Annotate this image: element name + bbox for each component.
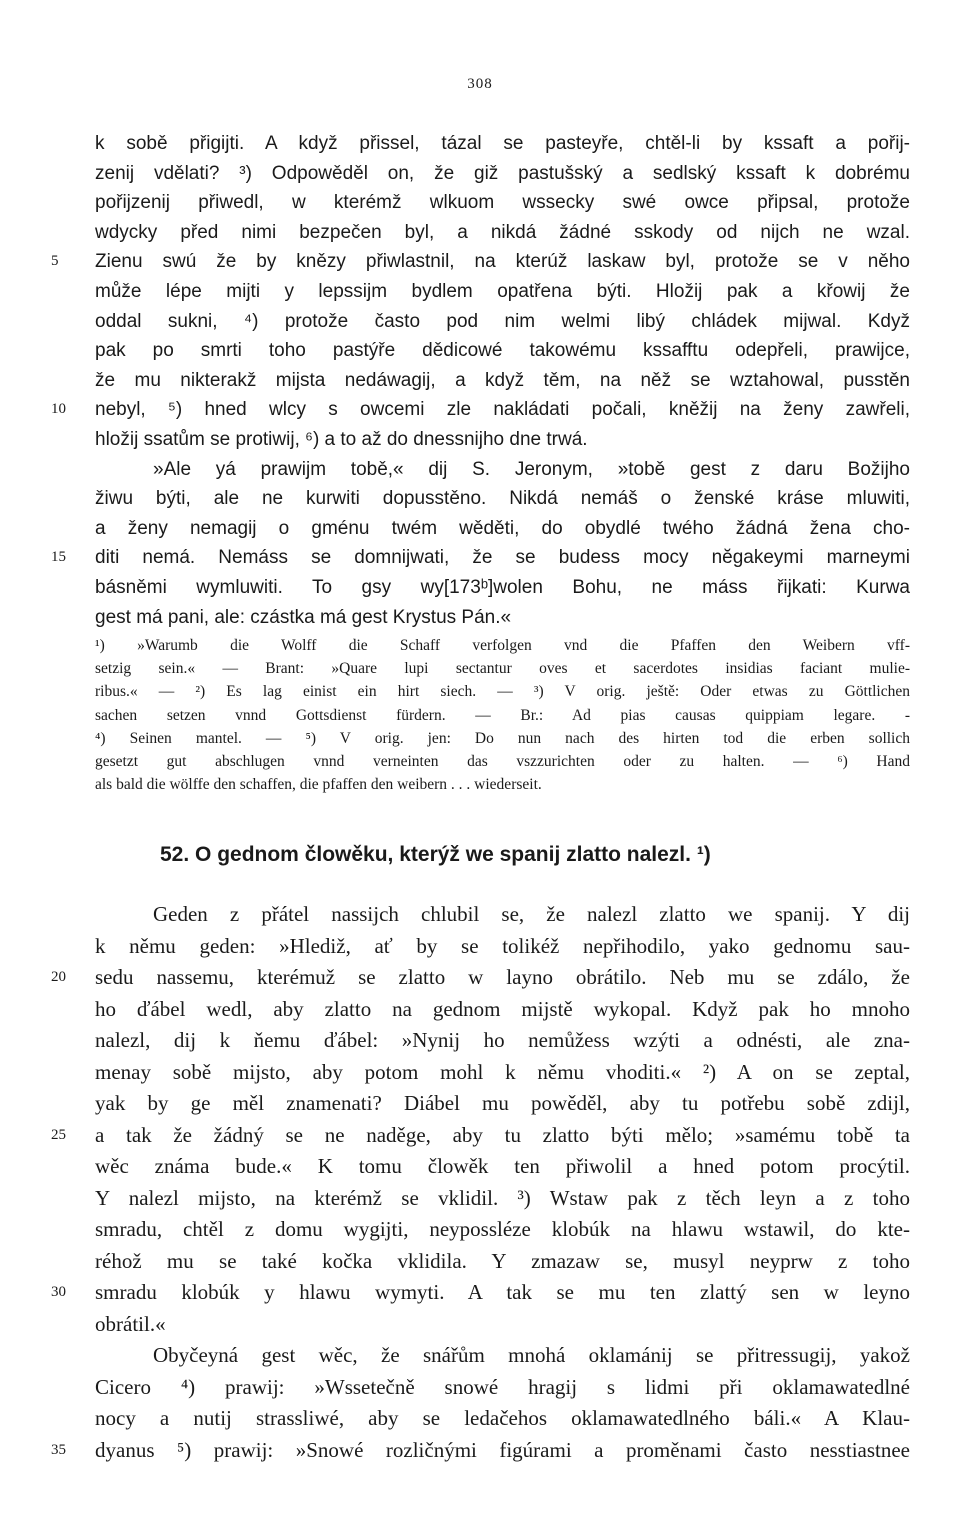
text-line [95, 1214, 910, 1246]
text-line [95, 1340, 910, 1372]
text-line [95, 366, 910, 396]
line-text: diti nemá. Nemáss se domnijwati, že se budess mocy nĕgakeymi marneymi [95, 547, 910, 569]
text-line [95, 218, 910, 248]
text-line [95, 931, 910, 963]
section-title: 52. O gednom člowěku, kterýž we spanij zlatto nalezl. ¹) [160, 843, 711, 866]
text-line [95, 1372, 910, 1404]
line-text: Obyčeyná gest wěc, že snářům mnohá oklamánij se přitressugij, yakož [153, 1343, 910, 1367]
line-text: wěc známa bude.« K tomu člowěk ten přiwolil a hned potom procýtil. [95, 1154, 910, 1178]
text-line [51, 1120, 910, 1152]
main-text-lower [51, 899, 910, 1466]
line-number: 25 [51, 1126, 66, 1143]
text-line [95, 773, 910, 796]
text-line [95, 573, 910, 603]
line-text: básněmi wymluwiti. To gsy wy[173ᵇ]wolen Bohu, ne máss řijkati: Kurwa [95, 576, 910, 598]
text-line [95, 634, 910, 657]
line-text: gesetzt gut abschlugen vnnd verneinten das vszzurichten oder zu halten. — ⁶) Hand [95, 752, 910, 770]
line-text: dyanus ⁵) prawij: »Snowé rozličnými figúrami a proměnami často nesstiastnee [95, 1437, 910, 1462]
line-text: Zienu swú že by knězy přiwlastnil, na kterúž laskaw byl, protože se v něho [95, 251, 910, 273]
text-line [95, 514, 910, 544]
line-text: pořijzenij přiwedl, w kterémž wlkuom wssecky swé owce připsal, protože [95, 192, 910, 214]
text-line [95, 994, 910, 1026]
line-text: pak po smrti toho pastýře dědicowé takowému kssafftu odepřeli, prawijce, [95, 340, 910, 362]
text-line [95, 336, 910, 366]
text-line [95, 899, 910, 931]
text-line [95, 1088, 910, 1120]
line-number: 30 [51, 1284, 66, 1300]
line-text: gest má pani, ale: czástka má gest Krystus Pán.« [95, 606, 512, 628]
line-text: obrátil.« [95, 1311, 166, 1336]
line-text: smradu, chtěl z domu wygijti, neypossléze klobúk na hlawu wstawil, do kte- [95, 1217, 910, 1241]
text-line [95, 603, 910, 633]
text-line [95, 680, 910, 703]
text-line [95, 159, 910, 189]
text-line [95, 455, 910, 485]
text-line [95, 188, 910, 218]
line-text: nalezl, dij k ňemu ďábel: »Nynij ho nemůžess wzýti a odnésti, ale zna- [95, 1028, 910, 1052]
line-text: Cicero ⁴) prawij: »Wssetečně snowé hragij s lidmi při oklamawatedlné [95, 1374, 910, 1399]
line-text: als bald die wölffe den schaffen, die pfaffen den weibern . . . wiederseit. [95, 776, 542, 794]
text-line [95, 1246, 910, 1278]
text-line [51, 962, 910, 994]
line-text: k sobě přigijti. A když přissel, tázal se pasteyře, chtěl-li by kssaft a pořij- [95, 133, 910, 154]
text-line [95, 704, 910, 727]
line-text: nebyl, ⁵) hned wlcy s owcemi zle nakládati počali, kněžij na ženy zawřeli, [95, 399, 910, 421]
text-line [95, 277, 910, 307]
page-number: 308 [467, 76, 493, 92]
line-text: k němu geden: »Hlediž, ať by se tolikéž nepřihodilo, yako gednomu sau- [95, 933, 910, 958]
line-number: 20 [51, 969, 66, 985]
text-line [95, 484, 910, 514]
text-line [51, 1277, 910, 1309]
text-line [95, 1183, 910, 1215]
line-text: nocy a nutij strassliwé, aby se ledačehos oklamawatedlného báli.« A Klau- [95, 1406, 910, 1430]
text-line [95, 129, 910, 159]
line-text: smradu klobúk y hlawu wymyti. A tak se mu ten zlattý sen w leyno [95, 1280, 910, 1304]
text-line [95, 657, 910, 680]
line-text: réhož mu se také kočka vklidila. Y zmazaw se, musyl neyprw z toho [95, 1248, 910, 1273]
line-text: wdycky před nimi bezpečen byl, a nikdá žádné sskody od nijch ne wzal. [95, 221, 910, 243]
line-text: menay sobě mijsto, aby potom mohl k němu vhoditi.« ²) A on se zeptal, [95, 1059, 910, 1084]
line-text: a tak že žádný se ne naděge, aby tu zlatto býti mělo; »samému tobě ta [95, 1122, 910, 1147]
line-text: Geden z přátel nassijch chlubil se, že nalezl zlatto we spanij. Y dij [153, 902, 910, 926]
text-line [95, 1309, 910, 1341]
line-text: yak by ge měl znamenati? Diábel mu powěděl, aby tu potřebu sobě zdijl, [95, 1091, 910, 1115]
line-text: může lépe mijti y lepssijm bydlem opatřena býti. Hložij pak a křowij že [95, 280, 910, 302]
line-text: ⁴) Seinen mantel. — ⁵) V orig. jen: Do nun nach des hirten tod die erben sollich [95, 729, 910, 747]
text-line [95, 1025, 910, 1057]
line-text: »Ale yá prawijm tobě,« dij S. Jeronym, »tobě gest z daru Božijho [153, 458, 910, 480]
line-text: sedu nassemu, kterémuž se zlatto w layno obrátilo. Neb mu se zdálo, že [95, 965, 910, 989]
line-text: ¹) »Warumb die Wolff die Schaff verfolgen vnd die Pfaffen den Weibern vff- [95, 637, 910, 654]
line-text: že mu nikterakž mijsta nedáwagij, a když těm, na něž se wztahowal, pusstěn [95, 369, 910, 391]
text-line [95, 425, 910, 455]
line-text: a ženy nemagij o gménu twém wěděti, do obydlé twého žádná žena cho- [95, 517, 910, 539]
line-text: ho ďábel wedl, aby zlatto na gednom mijstě wykopal. Když pak ho mnoho [95, 996, 910, 1021]
line-number: 10 [51, 401, 66, 418]
main-text-upper [51, 129, 910, 632]
line-text: oddal sukni, ⁴) protože často pod nim welmi libý chládek mijwal. Když [95, 310, 910, 332]
line-text: sachen setzen vnnd Gottsdienst fürdern. — Br.: Ad pias causas quippiam legare. - [95, 706, 910, 724]
text-line [95, 750, 910, 773]
text-line [51, 247, 910, 277]
text-line [95, 1403, 910, 1435]
line-text: ribus.« — ²) Es lag einist ein hirt siech. — ³) V orig. ještě: Oder etwas zu Göttlichen [95, 683, 910, 701]
text-line [51, 1435, 910, 1467]
line-text: zenij vdělati? ³) Odpowěděl on, že giž pastušský a sedlský kssaft k dobrému [95, 162, 910, 184]
line-number: 35 [51, 1441, 66, 1458]
text-line [95, 1057, 910, 1089]
line-text: Y nalezl mijsto, na kterémž se vklidil. ³) Wstaw pak z těch leyn a z toho [95, 1185, 910, 1210]
line-number: 15 [51, 549, 66, 566]
line-text: žiwu býti, ale ne kurwiti dopusstěno. Nikdá nemáš o ženské kráse mluwiti, [95, 488, 910, 510]
footnotes [95, 634, 910, 796]
line-number: 5 [51, 253, 59, 270]
text-line [95, 1151, 910, 1183]
text-line [95, 307, 910, 337]
text-line [95, 727, 910, 750]
text-line [51, 543, 910, 573]
text-line [51, 395, 910, 425]
line-text: setzig sein.« — Brant: »Quare lupi sectantur oves et sacerdotes insidias faciant mulie- [95, 660, 910, 678]
line-text: hložij ssatům se protiwij, ⁶) a to až do dnessnijho dne trwá. [95, 428, 588, 450]
